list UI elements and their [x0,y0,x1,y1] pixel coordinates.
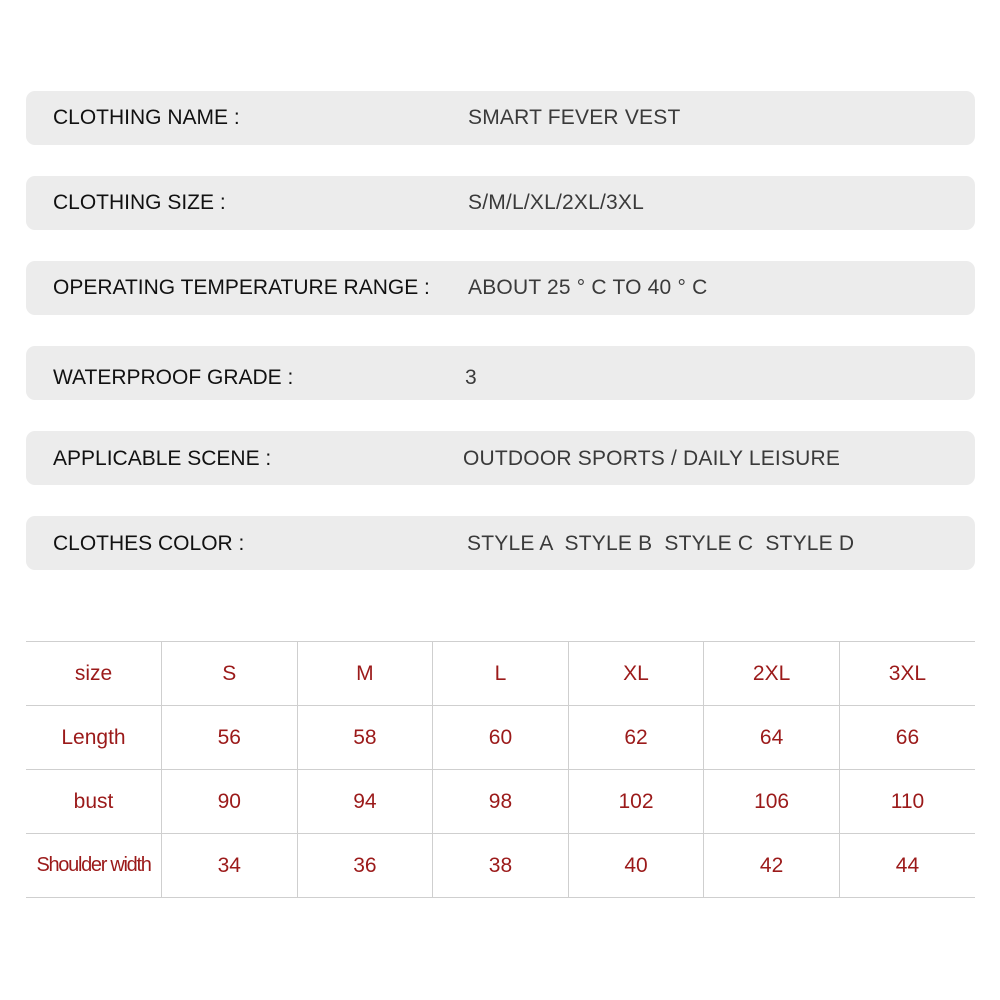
spec-row-clothes-color [26,516,975,570]
table-cell: 106 [704,770,840,834]
spec-row-clothing-name [26,91,975,145]
table-cell: 90 [162,770,298,834]
spec-row-waterproof-grade [26,346,975,400]
spec-label: WATERPROOF GRADE : [53,366,294,389]
spec-value: SMART FEVER VEST [468,106,681,129]
spec-value: S/M/L/XL/2XL/3XL [468,191,644,214]
spec-label: APPLICABLE SCENE : [53,447,272,470]
table-cell: 36 [297,834,433,898]
spec-value: OUTDOOR SPORTS / DAILY LEISURE [463,447,841,470]
spec-row-clothing-size [26,176,975,230]
table-cell: 42 [704,834,840,898]
table-cell: 44 [839,834,975,898]
table-cell: 102 [568,770,704,834]
table-cell: 62 [568,706,704,770]
spec-value: 3 [465,366,477,389]
table-cell: 40 [568,834,704,898]
size-table-header-row [26,642,975,706]
table-cell: 38 [433,834,569,898]
size-table [26,641,975,898]
table-cell: 66 [839,706,975,770]
table-cell: 2XL [704,642,840,706]
table-cell: L [433,642,569,706]
spec-label: CLOTHING SIZE : [53,191,226,214]
spec-label: OPERATING TEMPERATURE RANGE : [53,276,430,299]
spec-label: CLOTHING NAME : [53,106,240,129]
table-cell: M [297,642,433,706]
spec-value: STYLE A STYLE B STYLE C STYLE D [467,532,855,555]
table-cell: 110 [839,770,975,834]
spec-row-temperature-range [26,261,975,315]
table-cell: 64 [704,706,840,770]
table-cell: 94 [297,770,433,834]
table-row [26,770,975,834]
table-cell: 34 [162,834,298,898]
table-cell: 98 [433,770,569,834]
table-row [26,706,975,770]
table-cell: 56 [162,706,298,770]
table-cell: 3XL [839,642,975,706]
table-cell: 60 [433,706,569,770]
spec-value: ABOUT 25 ° C TO 40 ° C [468,276,708,299]
table-cell-size-header: size [26,642,162,706]
table-cell: 58 [297,706,433,770]
table-row [26,834,975,898]
spec-label: CLOTHES COLOR : [53,532,245,555]
table-row-label: Length [26,706,162,770]
table-cell: S [162,642,298,706]
table-cell: XL [568,642,704,706]
table-row-label: Shoulder width [26,834,162,898]
table-row-label: bust [26,770,162,834]
spec-row-applicable-scene [26,431,975,485]
